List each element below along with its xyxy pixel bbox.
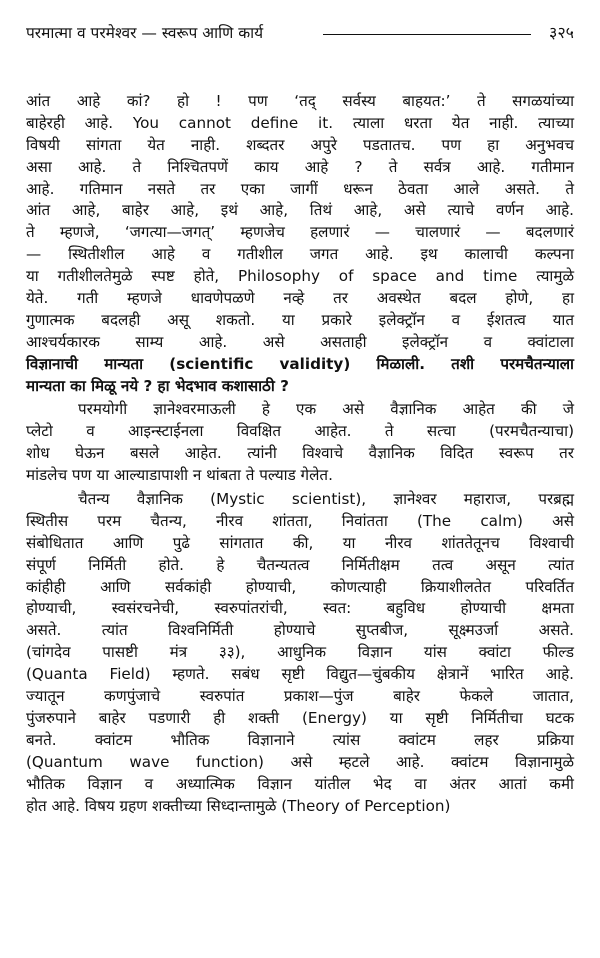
text-line: आंत आहे, बाहेर आहे, इथं आहे, तिथं आहे, असे त्याचे वर्णन आहे. [26, 201, 574, 220]
text-line: संबोधितात आणि पुढे सांगतात की, या नीरव शांततेतूनच विश्वाची [26, 533, 574, 552]
text-line: (चांगदेव पासष्टी मंत्र ३३), आधुनिक विज्ञान यांस क्वांटा फील्ड [26, 643, 574, 662]
text-line: बनते. क्वांटम भौतिक विज्ञानाने त्यांस क्वांटम लहर प्रक्रिया [26, 730, 574, 749]
text-line: मांडलेच पण या आल्याडापाशी न थांबता ते पल्याड गेलेत. [26, 466, 333, 485]
text-line: स्थितीस परम चैतन्य, नीरव शांतता, निवांतता (The calm) असे [26, 511, 574, 530]
text-line: कांहीही आणि सर्वकांही होण्याची, कोणत्याही क्रियाशीलतेत परिवर्तित [26, 577, 574, 596]
text-line: संपूर्ण निर्मिती होते. हे चैतन्यतत्व निर्मितीक्षम तत्व असून त्यांत [26, 555, 574, 574]
text-line: शोध घेऊन बसले आहेत. त्यांनी विश्वाचे वैज्ञानिक विदित स्वरूप तर [26, 444, 574, 463]
text-line: ज्यातून कणपुंजाचे स्वरुपांत प्रकाश—पुंज बाहेर फेकले जातात, [26, 687, 574, 706]
text-line: गुणात्मक बदलही असू शकतो. या प्रकारे इलेक्ट्रॉन व ईशतत्व यात [26, 310, 574, 329]
text-line: या गतीशीलतेमुळे स्पष्ट होते, Philosophy of space and time त्यामुळे [26, 267, 574, 286]
page-number: ३२५ [549, 23, 574, 42]
paragraph [26, 399, 574, 487]
text-line: पुंजरुपाने बाहेर पडणारी ही शक्ती (Energy) या सृष्टी निर्मितीचा घटक [26, 708, 574, 727]
text-line: चैतन्य वैज्ञानिक (Mystic scientist), ज्ञानेश्वर महाराज, परब्रह्म [78, 490, 574, 509]
text-line: असते. त्यांत विश्वनिर्मिती होण्याचे सुप्तबीज, सूक्ष्मउर्जा असते. [26, 621, 574, 640]
text-line: विज्ञानाची मान्यता (scientific validity) मिळाली. तशी परमचैतन्याला [26, 354, 574, 373]
header-rule [323, 34, 531, 35]
paragraph [26, 489, 574, 817]
text-line: (Quanta Field) म्हणते. सबंध सृष्टी विद्युत—चुंबकीय क्षेत्रानें भारित आहे. [26, 665, 574, 684]
text-line: आंत आहे कां? हो ! पण ‘तद् सर्वस्य बाहयत:’ ते सगळयांच्या [26, 92, 574, 110]
text-line: — स्थितीशील आहे व गतीशील जगत आहे. इथ कालाची कल्पना [26, 245, 574, 264]
chapter-title: परमात्मा व परमेश्वर — स्वरूप आणि कार्य [26, 24, 264, 42]
text-line: येते. गती म्हणजे धावणेपळणे नव्हे तर अवस्थेत बदल होणे, हा [26, 289, 574, 308]
text-line: प्लेटो व आइन्स्टाईनला विवक्षित आहेत. ते सत्चा (परमचैतन्याचा) [26, 422, 574, 441]
text-line: ते म्हणजे, ‘जगत्या—जगत्’ म्हणजेच हलणारं — चालणारं — बदलणारं [26, 223, 574, 242]
text-line: मान्यता का मिळू नये ? हा भेदभाव कशासाठी ? [26, 376, 289, 395]
text-line: (Quantum wave function) असे म्हटले आहे. क्वांटम विज्ञानामुळे [26, 752, 574, 771]
text-line: परमयोगी ज्ञानेश्वरमाऊली हे एक असे वैज्ञानिक आहेत की जे [78, 400, 574, 419]
text-line: भौतिक विज्ञान व अध्यात्मिक विज्ञान यांतील भेद वा अंतर आतां कमी [26, 774, 574, 793]
running-header [26, 18, 574, 46]
text-line: आहे. गतिमान नसते तर एका जागीं धरून ठेवता आले असते. ते [26, 179, 574, 198]
text-line: बाहेरही आहे. You cannot define it. त्याला धरता येत नाही. त्याच्या [26, 113, 574, 132]
body-text [26, 91, 574, 817]
text-line: होत आहे. विषय ग्रहण शक्तीच्या सिध्दान्तामुळे (Theory of Perception) [26, 796, 451, 815]
text-line: होण्याची, स्वसंरचनेची, स्वरुपांतरांची, स्वत: बहुविध होण्याची क्षमता [26, 599, 574, 618]
text-line: आश्चर्यकारक साम्य आहे. असे असताही इलेक्ट्रॉन व क्वांटाला [26, 332, 574, 351]
text-line: विषयी सांगता येत नाही. शब्दतर अपुरे पडतातच. पण हा अनुभवच [26, 135, 574, 154]
paragraph [26, 91, 574, 397]
text-line: असा आहे. ते निश्चितपणें काय आहे ? ते सर्वत्र आहे. गतीमान [26, 157, 574, 176]
